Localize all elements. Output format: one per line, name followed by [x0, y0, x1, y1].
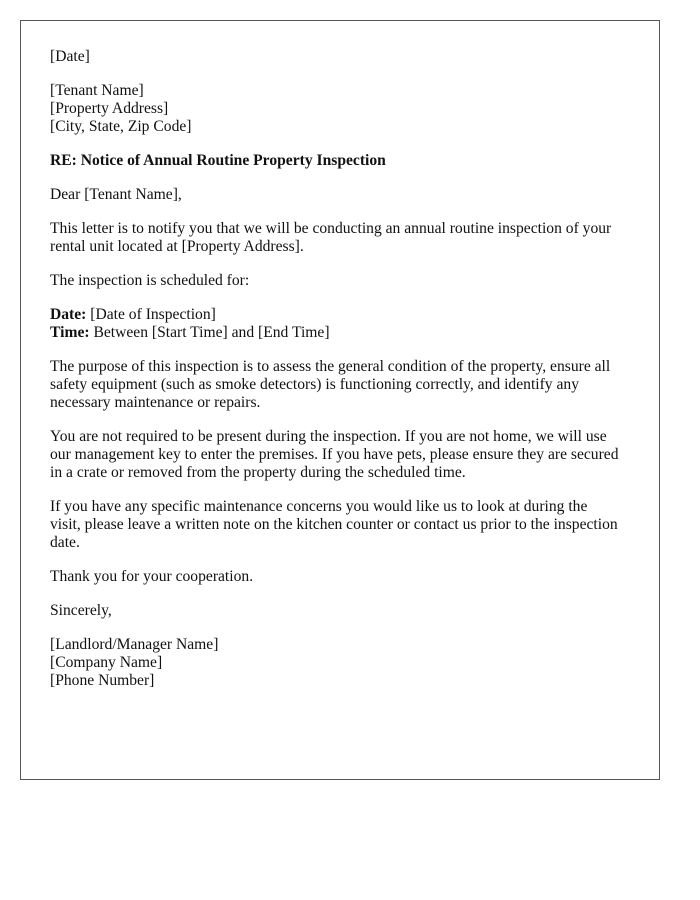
- schedule-date-label: Date:: [50, 306, 87, 323]
- schedule-date-line: [50, 306, 631, 324]
- closing-block: [50, 602, 631, 620]
- paragraph-line: This letter is to notify you that we will be conducting an annual routine inspection of your: [50, 220, 612, 237]
- scheduled-intro: The inspection is scheduled for:: [50, 272, 250, 289]
- letter-page: [20, 20, 660, 780]
- letter-date-block: [50, 48, 631, 66]
- recipient-address: [50, 82, 631, 136]
- purpose-paragraph: [50, 358, 631, 412]
- paragraph-line: rental unit located at [Property Address].: [50, 238, 304, 255]
- schedule-time-value: Between [Start Time] and [End Time]: [89, 324, 330, 341]
- letter-salutation: Dear [Tenant Name],: [50, 186, 182, 203]
- paragraph-line: visit, please leave a written note on the kitchen counter or contact us prior to the inspection: [50, 516, 618, 533]
- paragraph-line: necessary maintenance or repairs.: [50, 394, 261, 411]
- letter-date: [Date]: [50, 48, 90, 65]
- schedule-details: [50, 306, 631, 342]
- subject-block: [50, 152, 631, 170]
- signature-company: [Company Name]: [50, 654, 163, 671]
- schedule-time-line: [50, 324, 631, 342]
- signature-block: [50, 636, 631, 690]
- signature-name: [Landlord/Manager Name]: [50, 636, 219, 653]
- intro-paragraph: [50, 220, 631, 256]
- schedule-time-label: Time:: [50, 324, 90, 341]
- presence-paragraph: [50, 428, 631, 482]
- recipient-name: [Tenant Name]: [50, 82, 144, 99]
- scheduled-intro-paragraph: [50, 272, 631, 290]
- recipient-property-address: [Property Address]: [50, 100, 169, 117]
- thanks-paragraph: [50, 568, 631, 586]
- recipient-city-state-zip: [City, State, Zip Code]: [50, 118, 192, 135]
- paragraph-line: safety equipment (such as smoke detectors) is functioning correctly, and identify any: [50, 376, 580, 393]
- paragraph-line: date.: [50, 534, 80, 551]
- paragraph-line: If you have any specific maintenance concerns you would like us to look at during the: [50, 498, 588, 515]
- signature-phone: [Phone Number]: [50, 672, 155, 689]
- salutation-block: [50, 186, 631, 204]
- letter-subject: RE: Notice of Annual Routine Property Inspection: [50, 152, 386, 169]
- thanks-line: Thank you for your cooperation.: [50, 568, 254, 585]
- concerns-paragraph: [50, 498, 631, 552]
- closing-line: Sincerely,: [50, 602, 112, 619]
- paragraph-line: our management key to enter the premises. If you have pets, please ensure they are secured: [50, 446, 619, 463]
- paragraph-line: You are not required to be present during the inspection. If you are not home, we will use: [50, 428, 607, 445]
- schedule-date-value: [Date of Inspection]: [86, 306, 216, 323]
- paragraph-line: The purpose of this inspection is to assess the general condition of the property, ensure all: [50, 358, 611, 375]
- paragraph-line: in a crate or removed from the property during the scheduled time.: [50, 464, 466, 481]
